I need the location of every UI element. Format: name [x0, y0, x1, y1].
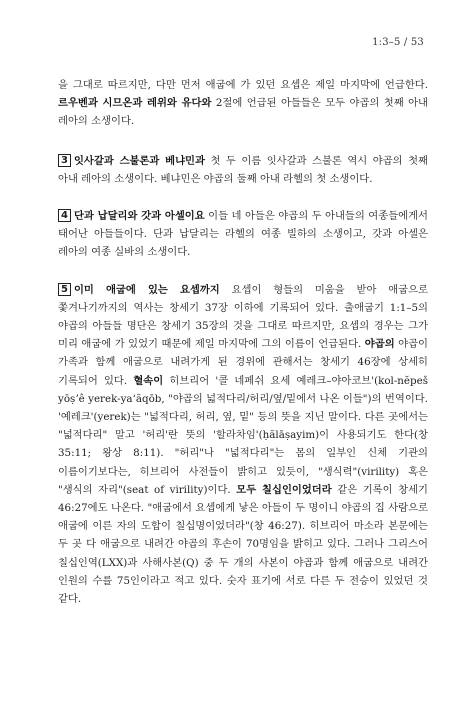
text: 을 그대로 따르지만, 다만 먼저 애굽에 가 있던 요셉은 제일 마지막에 언급한다. — [58, 79, 428, 91]
text: 요셉이 형들의 미움을 받아 애굽으로 쫓겨나기까지의 역사는 창세기 37장 이하에 기록되어 있다. 출애굽기 1:1–5의 야곱의 아들들 명단은 창세기 35장의 것을 그대로 따르지만, 요셉의 경우는 그가 미리 애굽에 가 있었기 때문에 제일 마지막에 그의 이름이 언급된다. — [58, 283, 428, 351]
paragraph-verse-3 — [58, 152, 428, 188]
lemma: 야곱의 — [364, 338, 395, 351]
paragraph-verse-4 — [58, 207, 428, 262]
text: 2절에 언급된 아들들은 모두 야곱의 첫째 아내 레아의 소생이다. — [58, 97, 428, 128]
page-reference: 1:3–5 / 53 — [372, 37, 424, 48]
text: 이들 네 아들은 야곱의 두 아내들의 여종들에게서 태어난 아들들이다. 단과 납달리는 라헬의 여종 빌하의 소생이고, 갓과 아셀은 레아의 여종 실바의 소생이다. — [58, 210, 428, 259]
text: 야곱이 가족과 함께 애굽으로 내려가게 된 경위에 관해서는 창세기 46장에 상세히 기록되어 있다. — [58, 338, 428, 387]
paragraph-verse-5 — [58, 281, 428, 609]
lemma: 혈속이 — [133, 374, 164, 387]
lemma: 모두 칠십인이었더라 — [236, 483, 332, 496]
text: 같은 기록이 창세기 46:27에도 나온다. "애굽에서 요셉에게 낳은 아들이 두 명이니 야곱의 집 사람으로 애굽에 이른 자의 도합이 칠십명이었더라"(창 46:27). 히브리어 마소라 본문에는 두 곳 다 애굽으로 내려간 야곱의 후손이 70명임을 밝히고 있다. 그러나 그리스어 칠십인역(LXX)과 사해사본(Q) 중 두 개의 사본이 야곱과 함께 애굽으로 내려간 인원의 수를 75인이라고 적고 있다. 숫자 표기에 서로 다른 두 전승이 있었던 것 같다. — [58, 483, 428, 606]
text: 히브리어 '콜 네페쉬 요세 예레크–야아코브'(kol-nĕpeš yōṣʼê yerek-yaʻăqōb, "야곱의 넓적다리/허리/옆/밑에서 나온 이들")의 번역이다. '예레크'(yerek)는 "넓적다리, 허리, 옆, 밑" 등의 뜻을 지닌 말이다. 다른 곳에서는 "넓적다리" 말고 '허리'란 뜻의 '할라차임'(ḥălāṣayim)이 사용되기도 한다(창 35:11; 왕상 8:11). "허리"나 "넓적다리"는 몸의 일부인 신체 기관의 이름이기보다는, 히브리어 사전들이 밝히고 있듯이, "생식력"(virility) 혹은 "생식의 자리"(seat of virility)이다. — [58, 374, 428, 496]
text: 첫 두 이름 잇사갈과 스불론 역시 야곱의 첫째 아내 레아의 소생이다. 베냐민은 야곱의 둘째 아내 라헬의 첫 소생이다. — [58, 154, 428, 185]
lemma: 르우벤과 시므온과 레위와 유다와 — [58, 97, 212, 110]
lemma: 이미 애굽에 있는 요셉까지 — [73, 283, 220, 296]
lemma: 잇사갈과 스불론과 베냐민과 — [73, 154, 205, 167]
lemma: 단과 납달리와 갓과 아셀이요 — [73, 210, 205, 223]
verse-number: 4 — [58, 209, 71, 222]
commentary-body — [58, 76, 428, 608]
verse-number: 3 — [58, 154, 71, 167]
paragraph-continuation — [58, 76, 428, 131]
verse-number: 5 — [58, 283, 71, 296]
